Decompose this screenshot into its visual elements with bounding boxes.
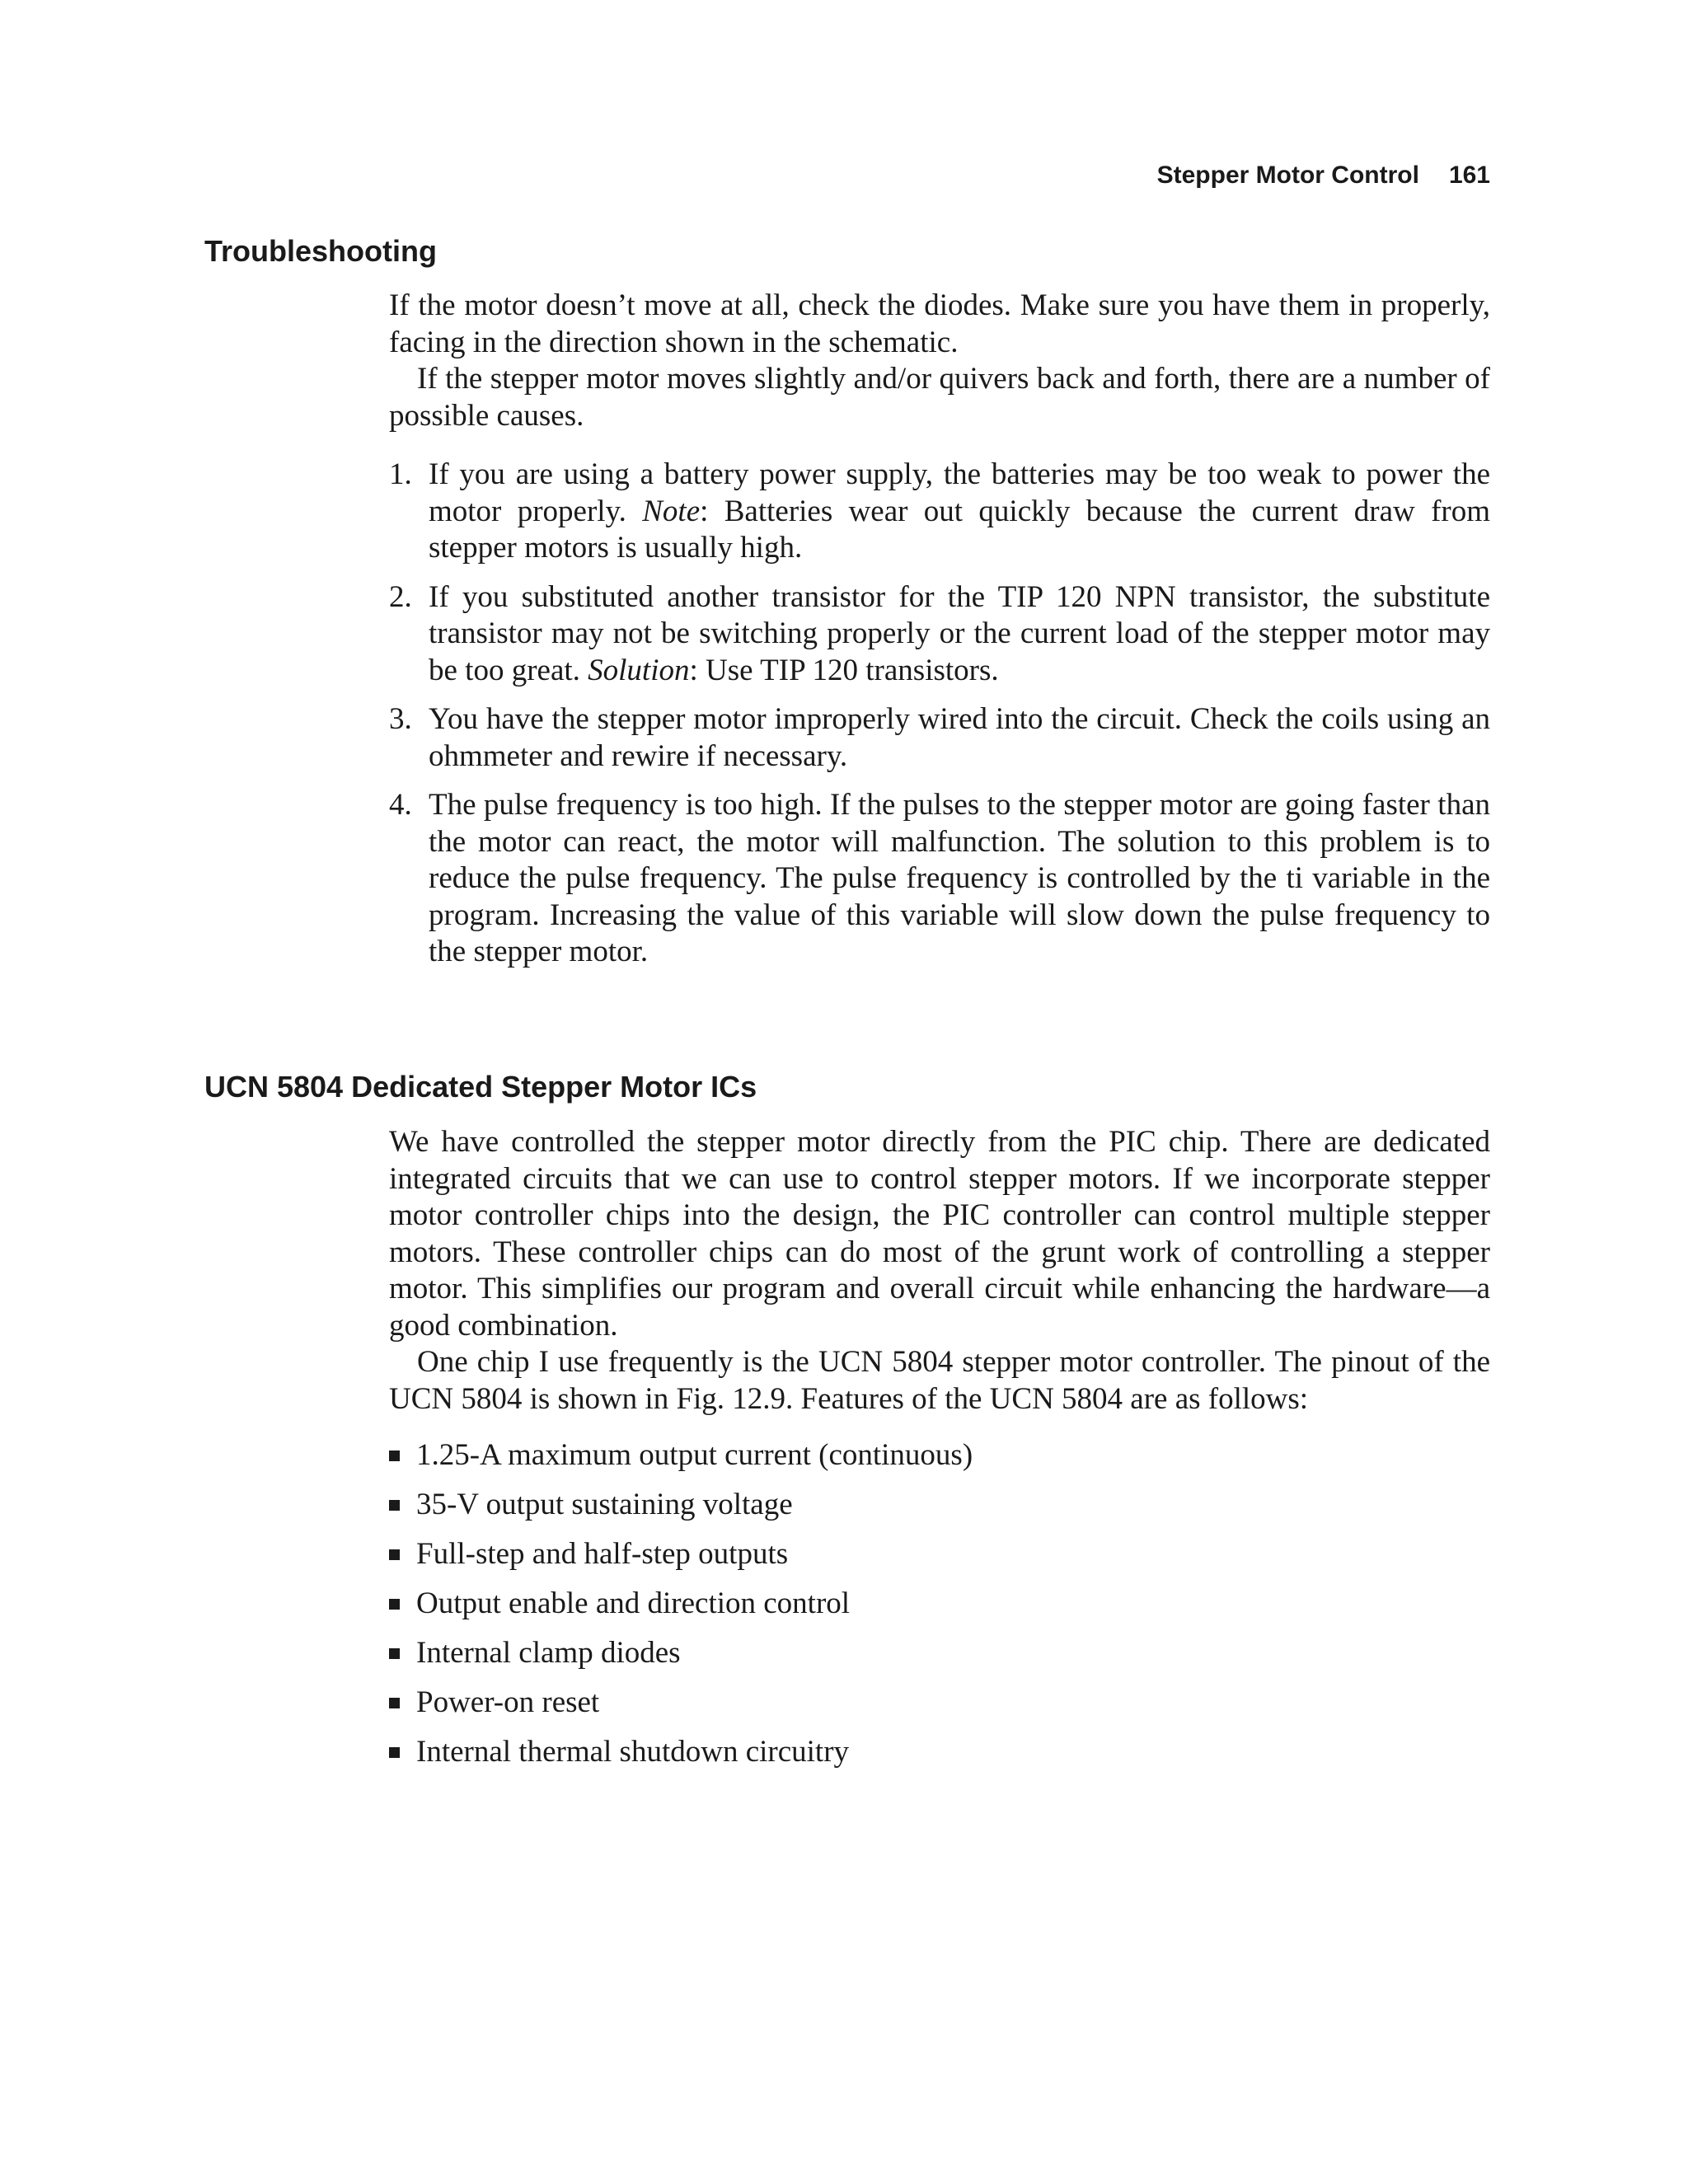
features-list xyxy=(389,1437,1490,1783)
list-item: Power-on reset xyxy=(389,1685,1490,1734)
list-item: Internal thermal shutdown circuitry xyxy=(389,1734,1490,1783)
item-number: 4. xyxy=(389,788,412,822)
bullet-square-icon xyxy=(389,1451,400,1461)
bullet-square-icon xyxy=(389,1648,400,1659)
chapter-title: Stepper Motor Control xyxy=(1156,162,1419,189)
list-item: Output enable and direction control xyxy=(389,1586,1490,1635)
troubleshooting-body xyxy=(389,288,1490,983)
paragraph: If the stepper motor moves slightly and/or quivers back and forth, there are a number of possible causes. xyxy=(389,362,1490,433)
page-number: 161 xyxy=(1448,162,1490,189)
paragraph: We have controlled the stepper motor directly from the PIC chip. There are dedicated integrated circuits that we can use to control stepper motors. If we incorporate stepper motor controller chips into the design, the PIC controller can control multiple stepper motors. These controller chips can do most of the grunt work of controlling a stepper motor. This simplifies our program and overall circuit while enhancing the hardware—a good combination. xyxy=(389,1125,1490,1343)
ucn5804-body xyxy=(389,1124,1490,1783)
troubleshooting-heading: Troubleshooting xyxy=(204,234,437,268)
list-item: Internal clamp diodes xyxy=(389,1635,1490,1685)
bullet-square-icon xyxy=(389,1698,400,1708)
bullet-square-icon xyxy=(389,1549,400,1560)
list-item: 2. If you substituted another transistor for the TIP 120 NPN transistor, the substitute transistor may not be switching properly or the current load of the stepper motor may be too great. Solution: Use TIP 120 transistors. xyxy=(389,579,1490,687)
ucn5804-heading: UCN 5804 Dedicated Stepper Motor ICs xyxy=(204,1070,757,1104)
list-item: 3. You have the stepper motor improperly wired into the circuit. Check the coils using an ohmmeter and rewire if necessary. xyxy=(389,702,1490,773)
item-number: 3. xyxy=(389,702,412,736)
item-number: 2. xyxy=(389,579,412,614)
bullet-square-icon xyxy=(389,1599,400,1610)
item-number: 1. xyxy=(389,457,412,491)
list-item: 1. If you are using a battery power supply, the batteries may be too weak to power the motor properly. Note: Batteries wear out quickly because the current draw from stepper motors is usually high. xyxy=(389,457,1490,565)
bullet-square-icon xyxy=(389,1500,400,1511)
paragraph: If the motor doesn’t move at all, check the diodes. Make sure you have them in properly, facing in the direction shown in the schematic. xyxy=(389,288,1490,359)
causes-list xyxy=(389,457,1490,971)
list-item: Full-step and half-step outputs xyxy=(389,1536,1490,1586)
paragraph: One chip I use frequently is the UCN 5804 stepper motor controller. The pinout of the UCN 5804 is shown in Fig. 12.9. Features of the UCN 5804 are as follows: xyxy=(389,1345,1490,1416)
running-header xyxy=(1157,162,1490,190)
bullet-square-icon xyxy=(389,1747,400,1758)
list-item: 1.25-A maximum output current (continuous) xyxy=(389,1437,1490,1487)
list-item: 4. The pulse frequency is too high. If the pulses to the stepper motor are going faster than the motor can react, the motor will malfunction. The solution to this problem is to reduce the pulse frequency. The pulse frequency is controlled by the ti variable in the program. Increasing the value of this variable will slow down the pulse frequency to the stepper motor. xyxy=(389,788,1490,968)
list-item: 35-V output sustaining voltage xyxy=(389,1487,1490,1536)
